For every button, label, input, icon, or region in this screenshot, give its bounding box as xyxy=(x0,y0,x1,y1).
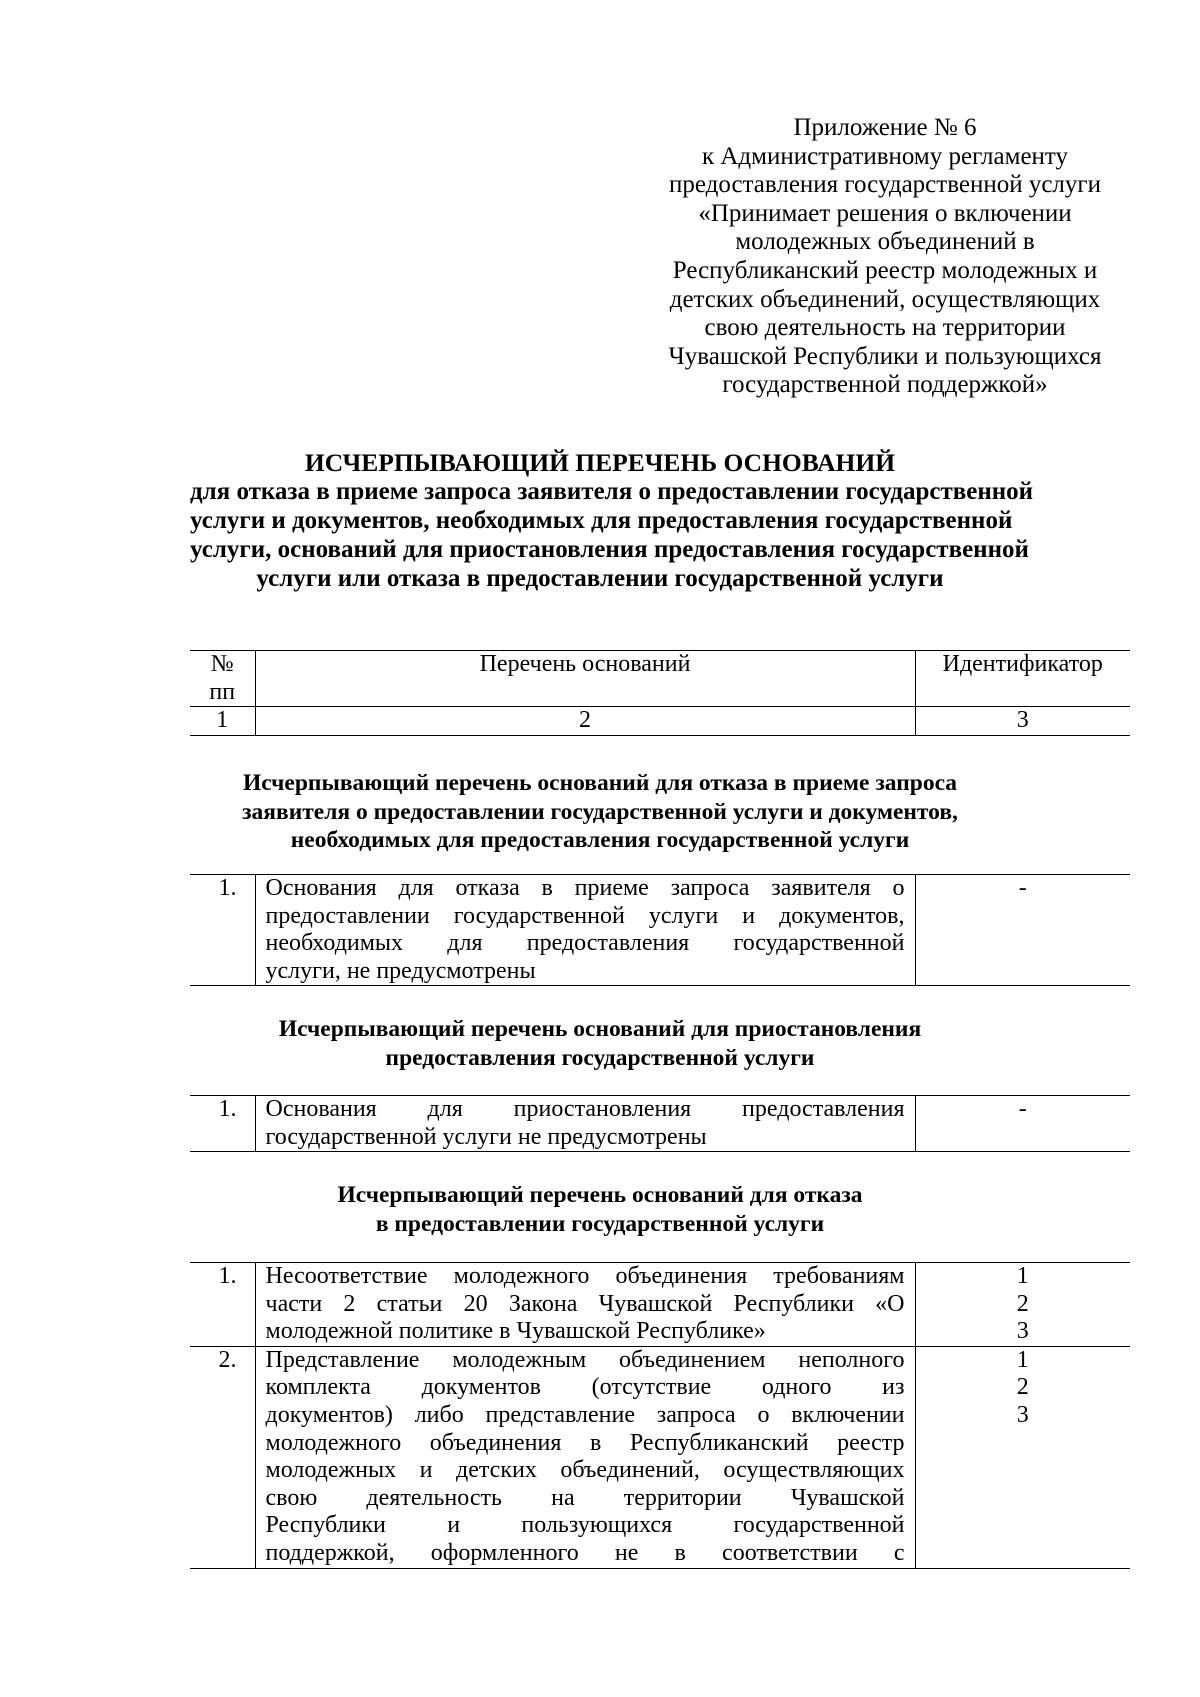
header-col-number: № пп xyxy=(190,651,255,707)
document-title xyxy=(190,448,1034,593)
table-row xyxy=(190,1096,1130,1152)
row-identifier: - xyxy=(915,875,1130,986)
section-title-line: Исчерпывающий перечень оснований для отказа xyxy=(337,1182,863,1208)
table-row xyxy=(190,1263,1130,1347)
header-col-grounds: Перечень оснований xyxy=(255,651,915,707)
section3-title xyxy=(190,1181,1010,1238)
row-number: 1. xyxy=(190,875,255,986)
section-title-line: Исчерпывающий перечень оснований для отказа в приеме запроса xyxy=(242,770,958,796)
section1-title xyxy=(190,769,1010,855)
title-line: услуги и документов, необходимых для предоставления государственной xyxy=(190,507,1013,534)
row-number: 1. xyxy=(190,1096,255,1152)
row-text: Несоответствие молодежного объединения требованиям части 2 статьи 20 Закона Чувашской Республики «О молодежной политике в Чувашской Республике» xyxy=(255,1263,915,1347)
row-text: Основания для приостановления предоставления государственной услуги не предусмотрены xyxy=(255,1096,915,1152)
header-col-identifier: Идентификатор xyxy=(915,651,1130,707)
row-identifier: - xyxy=(915,1096,1130,1152)
appendix-line: молодежных объединений в xyxy=(735,228,1035,256)
section2-table xyxy=(190,1095,1130,1152)
header-num-1: 1 xyxy=(190,707,255,736)
title-heading: ИСЧЕРПЫВАЮЩИЙ ПЕРЕЧЕНЬ ОСНОВАНИЙ xyxy=(304,448,896,477)
title-line: услуги или отказа в предоставлении государственной услуги xyxy=(256,565,944,592)
appendix-line: свою деятельность на территории xyxy=(704,314,1066,342)
appendix-line: Приложение № 6 xyxy=(793,114,977,141)
title-line: услуги, оснований для приостановления предоставления государственной xyxy=(190,536,1029,563)
header-num-2: 2 xyxy=(255,707,915,736)
section-title-line: Исчерпывающий перечень оснований для приостановления xyxy=(278,1016,922,1042)
title-line: для отказа в приеме запроса заявителя о предоставлении государственной xyxy=(190,478,1034,505)
table-row xyxy=(190,875,1130,986)
appendix-line: «Принимает решения о включении xyxy=(698,199,1072,227)
section-title-line: заявителя о предоставлении государственной услуги и документов, xyxy=(242,798,958,825)
row-number: 2. xyxy=(190,1346,255,1568)
header-table xyxy=(190,650,1130,736)
appendix-line: Республиканский реестр молодежных и xyxy=(672,256,1098,284)
header-num-3: 3 xyxy=(915,707,1130,736)
row-identifier: 1 2 3 xyxy=(915,1346,1130,1568)
appendix-line: предоставления государственной услуги xyxy=(668,171,1102,199)
appendix-line: к Административному регламенту xyxy=(701,142,1069,170)
section3-table xyxy=(190,1262,1130,1569)
section-title-line: в предоставлении государственной услуги xyxy=(375,1210,825,1237)
appendix-line: Чувашской Республики и пользующихся xyxy=(668,342,1102,370)
row-number: 1. xyxy=(190,1263,255,1347)
row-text: Представление молодежным объединением неполного комплекта документов (отсутствие одного из документов) либо представление запроса о включении молодежного объединения в Республиканский реестр молодежных и детских объединений, осуществляющих свою деятельность на территории Чувашской Республики и пользующихся государственной поддержкой, оформленного не в соответствии с xyxy=(255,1346,915,1568)
row-identifier: 1 2 3 xyxy=(915,1263,1130,1347)
table-row xyxy=(190,1346,1130,1568)
section-title-line: предоставления государственной услуги xyxy=(385,1044,815,1071)
appendix-header xyxy=(655,114,1115,400)
section2-title xyxy=(190,1015,1010,1072)
section-title-line: необходимых для предоставления государственной услуги xyxy=(290,827,910,853)
row-text: Основания для отказа в приеме запроса заявителя о предоставлении государственной услуги и документов, необходимых для предоставления государственной услуги, не предусмотрены xyxy=(255,875,915,986)
section1-table xyxy=(190,874,1130,986)
appendix-line: государственной поддержкой» xyxy=(722,371,1048,399)
appendix-line: детских объединений, осуществляющих xyxy=(669,285,1101,313)
